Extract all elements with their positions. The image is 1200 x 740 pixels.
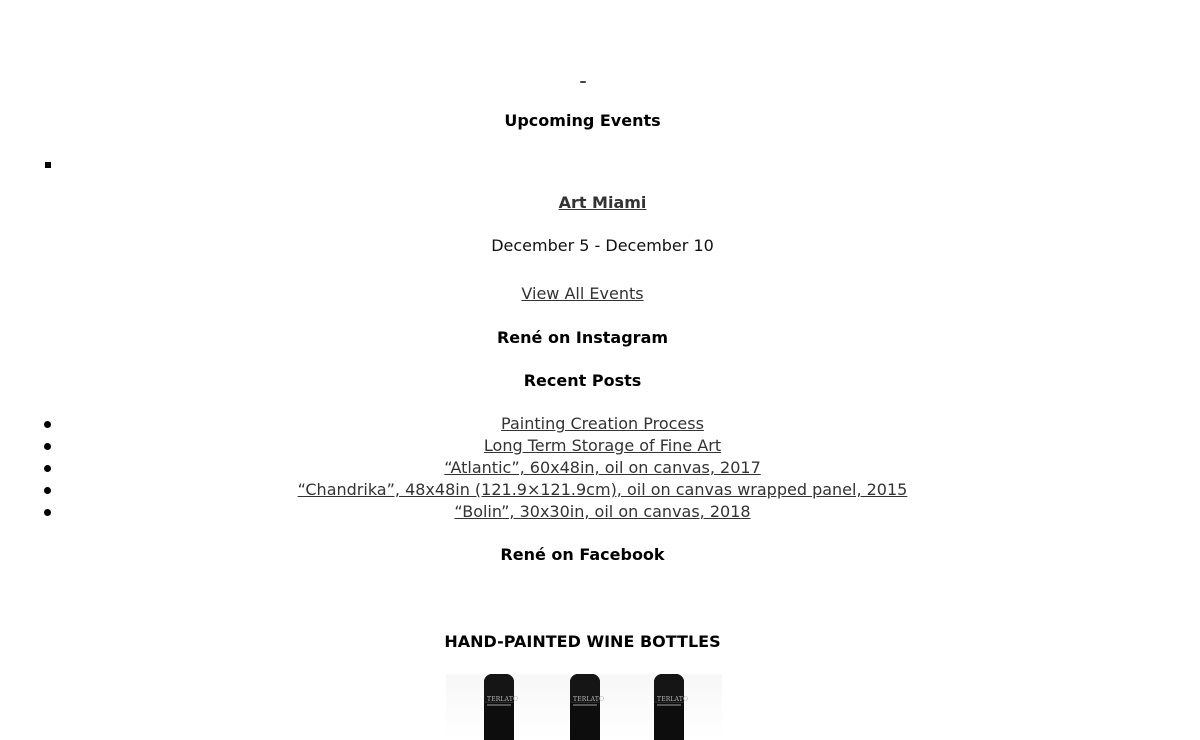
view-all-events-link[interactable]: View All Events	[521, 284, 644, 303]
recent-post-link[interactable]: “Atlantic”, 60x48in, oil on canvas, 2017	[444, 458, 761, 477]
upcoming-events-heading: Upcoming Events	[504, 111, 661, 130]
recent-post-link[interactable]: “Chandrika”, 48x48in (121.9×121.9cm), oil on canvas wrapped panel, 2015	[297, 480, 908, 499]
clipped-text-fragment	[580, 78, 586, 83]
event-item	[0, 193, 1200, 212]
bottle-label-line	[487, 704, 511, 706]
bullet-icon	[44, 443, 51, 450]
view-all-events-row	[0, 284, 1165, 303]
list-item	[0, 501, 1200, 523]
wine-bottles-heading: HAND-PAINTED WINE BOTTLES	[444, 632, 721, 651]
event-date: December 5 - December 10	[491, 236, 714, 255]
recent-post-link[interactable]: “Bolin”, 30x30in, oil on canvas, 2018	[454, 502, 751, 521]
list-item	[0, 479, 1200, 501]
recent-post-link[interactable]: Painting Creation Process	[501, 414, 704, 433]
event-title-link[interactable]: Art Miami	[558, 193, 647, 212]
event-list-bullet	[45, 162, 51, 168]
wine-bottle	[654, 674, 689, 740]
list-item	[0, 413, 1200, 435]
instagram-heading: René on Instagram	[496, 328, 669, 347]
list-item	[0, 457, 1200, 479]
bullet-icon	[44, 421, 51, 428]
bottle-label-line	[657, 704, 681, 706]
wine-bottle	[484, 674, 519, 740]
bottle-label-line	[573, 704, 597, 706]
bottle-label: TERLATO	[573, 696, 605, 703]
bottle-label: TERLATO	[487, 696, 519, 703]
bullet-icon	[44, 509, 51, 516]
wine-bottle	[570, 674, 605, 740]
list-item	[0, 435, 1200, 457]
bullet-icon	[44, 465, 51, 472]
bullet-icon	[44, 487, 51, 494]
facebook-heading: René on Facebook	[500, 545, 665, 564]
recent-post-link[interactable]: Long Term Storage of Fine Art	[483, 436, 722, 455]
wine-bottles-image[interactable]	[446, 674, 722, 740]
recent-posts-heading: Recent Posts	[523, 371, 642, 390]
bottle-label: TERLATO	[657, 696, 689, 703]
recent-posts-list	[0, 413, 1200, 523]
